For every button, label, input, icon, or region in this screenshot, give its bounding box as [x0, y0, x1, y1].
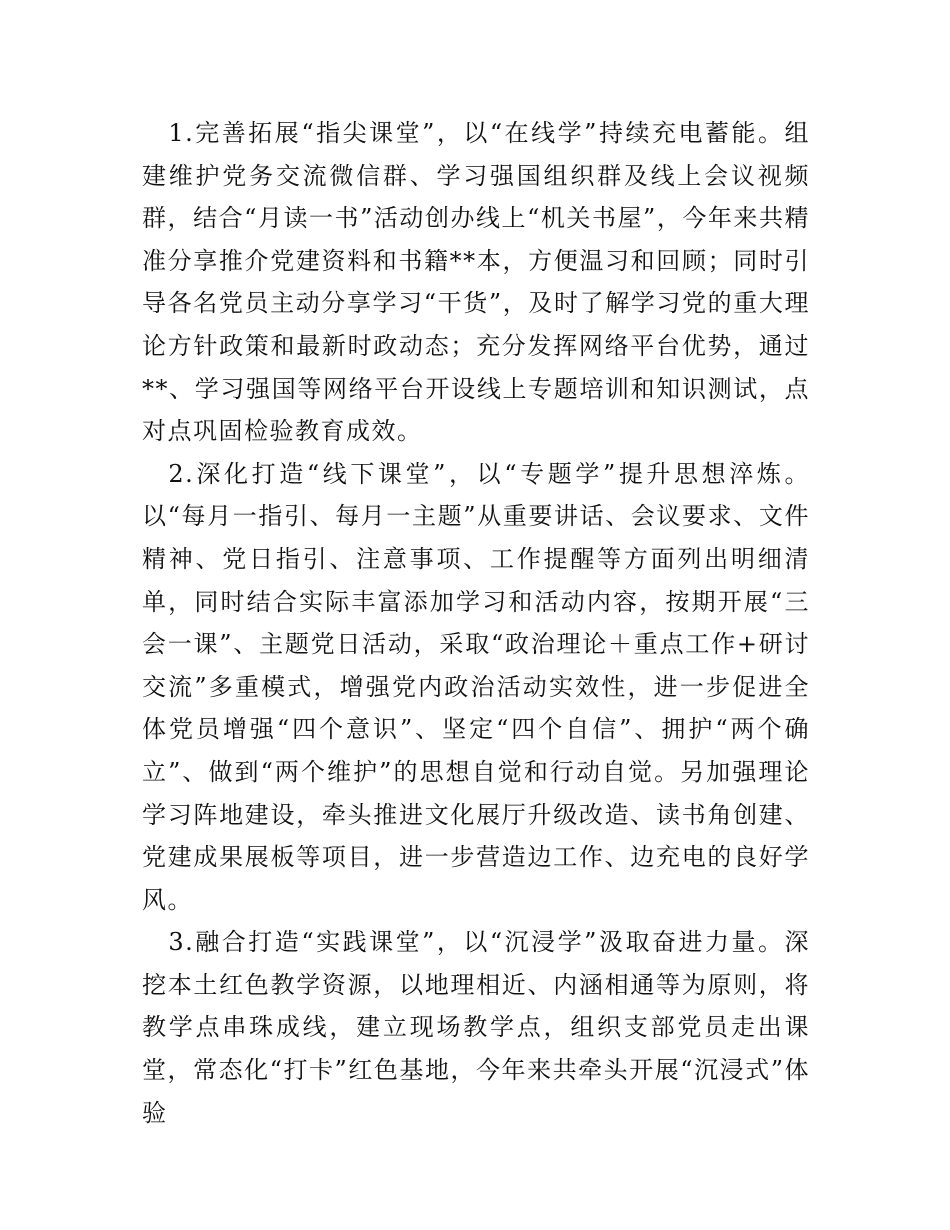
document-body	[142, 112, 810, 1134]
paragraph-2: 2.深化打造“线下课堂”，以“专题学”提升思想淬炼。以“每月一指引、每月一主题”从重要讲话、会议要求、文件精神、党日指引、注意事项、工作提醒等方面列出明细清单，同时结合实际丰富添加学习和活动内容，按期开展“三会一课”、主题党日活动，采取“政治理论＋重点工作+研讨交流”多重模式，增强党内政治活动实效性，进一步促进全体党员增强“四个意识”、坚定“四个自信”、拥护“两个确立”、做到“两个维护”的思想自觉和行动自觉。另加强理论学习阵地建设，牵头推进文化展厅升级改造、读书角创建、党建成果展板等项目，进一步营造边工作、边充电的良好学风。	[142, 459, 810, 914]
paragraph-1: 1.完善拓展“指尖课堂”，以“在线学”持续充电蓄能。组建维护党务交流微信群、学习强国组织群及线上会议视频群，结合“月读一书”活动创办线上“机关书屋”，今年来共精准分享推介党建资料和书籍**本，方便温习和回顾；同时引导各名党员主动分享学习“干货”，及时了解学习党的重大理论方针政策和最新时政动态；充分发挥网络平台优势，通过**、学习强国等网络平台开设线上专题培训和知识测试，点对点巩固检验教育成效。	[142, 119, 810, 446]
paragraph-3: 3.融合打造“实践课堂”，以“沉浸学”汲取奋进力量。深挖本土红色教学资源，以地理相近、内涵相通等为原则，将教学点串珠成线，建立现场教学点，组织支部党员走出课堂，常态化“打卡”红色基地，今年来共牵头开展“沉浸式”体验	[142, 928, 810, 1127]
